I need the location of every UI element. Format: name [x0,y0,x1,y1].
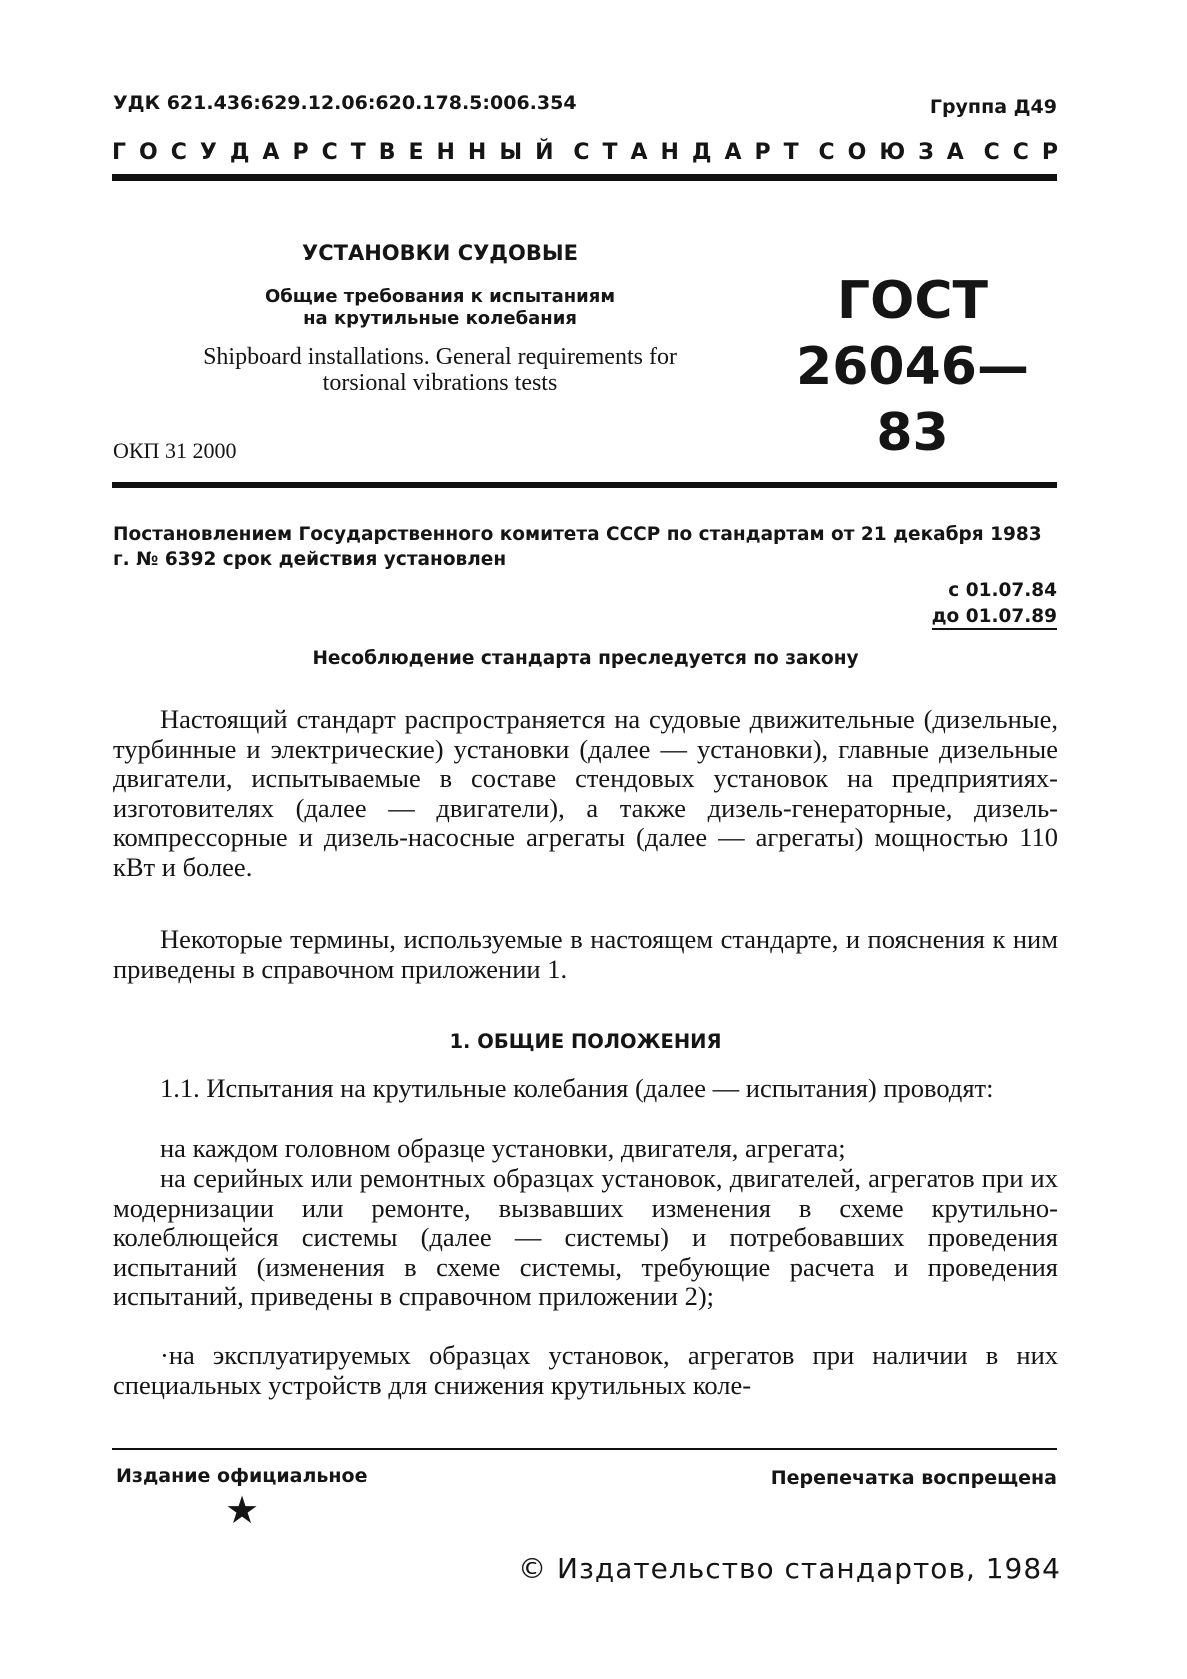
document-subtitle [150,286,730,330]
okp-rule [112,482,1057,488]
clause-1-1-item-a: на каждом головном образце установки, двигателя, агрегата; [160,1133,846,1163]
banner-word-3: СОЮЗА [818,140,977,165]
header-rule [112,174,1057,181]
footer-rule [112,1448,1057,1450]
gost-designation [770,268,1055,466]
clause-1-1: 1.1. Испытания на крутильные колебания (далее — испытания) проводят: [160,1073,994,1103]
copyright-line: © Издательство стандартов, 1984 [518,1552,1061,1585]
validity-to: до 01.07.89 [932,606,1057,630]
star-icon: ★ [225,1490,260,1532]
section-heading: 1. ОБЩИЕ ПОЛОЖЕНИЯ [449,1030,722,1053]
banner-word-2: СТАНДАРТ [573,140,812,165]
legal-notice: Несоблюдение стандарта преследуется по закону [312,648,859,669]
banner-word-4: ССР [983,140,1071,165]
intro-paragraph-2: Некоторые термины, используемые в настоящем стандарте, и пояснения к ним приведены в справочном приложении 1. [113,924,1058,984]
reprint-notice: Перепечатка воспрещена [770,1467,1057,1489]
group-code: Группа Д49 [929,96,1057,118]
validity-from: с 01.07.84 [948,580,1057,601]
english-title-line-1: Shipboard installations. General requirements for [203,344,677,370]
okp-code: ОКП 31 2000 [113,438,237,463]
state-standard-banner [112,140,1071,165]
subtitle-line-1: Общие требования к испытаниям [264,286,616,307]
gost-number: 26046—83 [796,337,1029,463]
validity-dates [932,578,1057,630]
banner-word-1: ГОСУДАРСТВЕННЫЙ [112,140,567,165]
english-title [150,344,730,396]
document-title: УСТАНОВКИ СУДОВЫЕ [302,241,578,265]
subtitle-line-2: на крутильные колебания [303,308,577,329]
clause-1-1-item-b: на серийных или ремонтных образцах установок, двигателей, агрегатов при их модернизации или ремонте, вызвавших изменения в схеме крутильно-колеблющейся системы (далее — системы) и потребовавших проведения испытаний (изменения в схеме системы, требующие расчета и проведения испытаний, приведены в справочном приложении 2); [113,1163,1058,1311]
udk-code: УДК 621.436:629.12.06:620.178.5:006.354 [113,92,577,114]
decree-text: Постановлением Государственного комитета СССР по стандартам от 21 декабря 1983 г. № 6392 срок действия установлен [113,524,1042,570]
edition-label: Издание официальное [116,1465,368,1487]
gost-label: ГОСТ [837,271,988,331]
english-title-line-2: torsional vibrations tests [322,370,558,396]
intro-paragraph-1: Настоящий стандарт распространяется на судовые движительные (дизельные, турбинные и электрические) установки (далее — установки), главные дизельные двигатели, испытываемые в составе стендовых установок на предприятиях-изготовителях (далее — двигатели), а также дизель-генераторные, дизель-компрессорные и дизель-насосные агрегаты (далее — агрегаты) мощностью 110 кВт и более. [113,704,1058,882]
clause-1-1-item-c: ·на эксплуатируемых образцах установок, агрегатов при наличии в них специальных устройств для снижения крутильных коле- [113,1340,1058,1400]
